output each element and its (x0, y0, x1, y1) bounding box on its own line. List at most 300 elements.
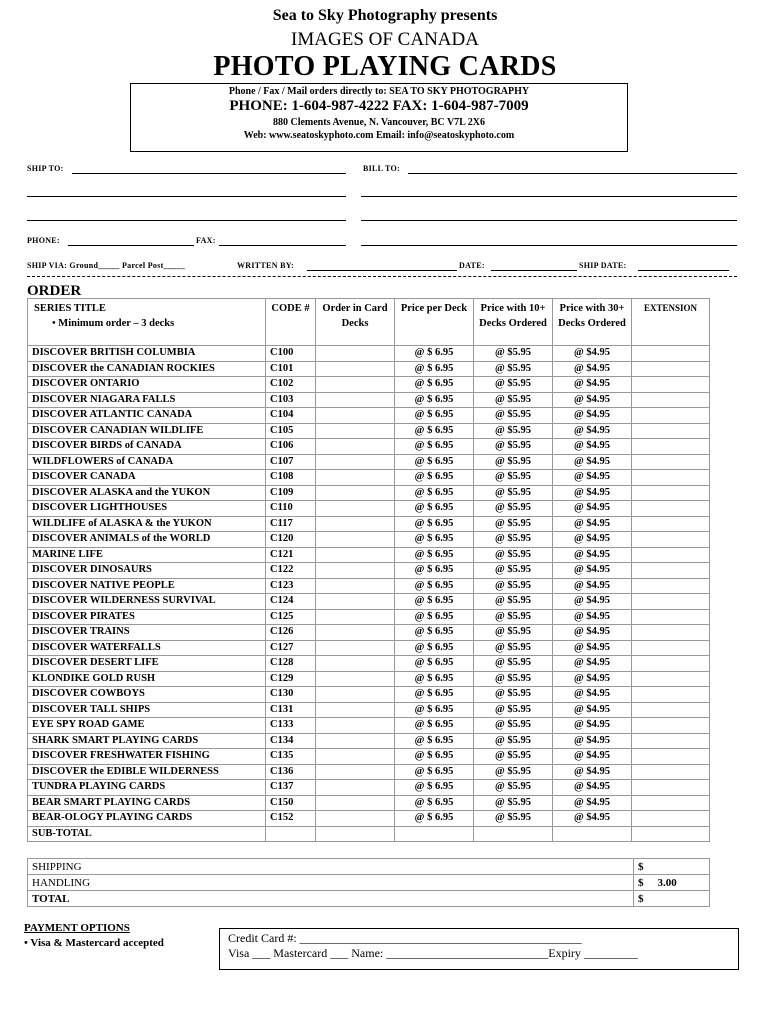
subtitle: IMAGES OF CANADA (291, 29, 479, 50)
row-price10: @ $5.95 (474, 439, 553, 455)
row-order-input[interactable] (316, 656, 395, 672)
row-price10: @ $5.95 (474, 733, 553, 749)
table-row (28, 423, 710, 439)
row-code: C123 (266, 578, 316, 594)
row-order-input[interactable] (316, 780, 395, 796)
table-row (28, 439, 710, 455)
row-order-input[interactable] (316, 702, 395, 718)
row-extension[interactable] (632, 671, 710, 687)
row-price: @ $ 6.95 (395, 516, 474, 532)
row-title: DISCOVER BRITISH COLUMBIA (28, 346, 266, 362)
table-row (28, 454, 710, 470)
price-header: Price per Deck (395, 299, 474, 346)
row-price10: @ $5.95 (474, 609, 553, 625)
table-row (28, 547, 710, 563)
row-price: @ $ 6.95 (395, 780, 474, 796)
row-extension[interactable] (632, 594, 710, 610)
subtotal-extension-cell[interactable] (632, 826, 710, 842)
row-title: DISCOVER LIGHTHOUSES (28, 501, 266, 517)
row-order-input[interactable] (316, 532, 395, 548)
row-price10: @ $5.95 (474, 392, 553, 408)
row-extension[interactable] (632, 625, 710, 641)
table-row (28, 361, 710, 377)
row-extension[interactable] (632, 470, 710, 486)
row-title: DISCOVER TRAINS (28, 625, 266, 641)
row-price: @ $ 6.95 (395, 718, 474, 734)
row-price10: @ $5.95 (474, 640, 553, 656)
header-row (28, 299, 710, 346)
phone-fax: PHONE: 1-604-987-4222 FAX: 1-604-987-7009 (229, 98, 529, 114)
row-order-input[interactable] (316, 671, 395, 687)
row-price30: @ $4.95 (553, 609, 632, 625)
row-price: @ $ 6.95 (395, 749, 474, 765)
row-title: DISCOVER CANADIAN WILDLIFE (28, 423, 266, 439)
row-price10: @ $5.95 (474, 361, 553, 377)
handling-label: HANDLING (28, 875, 634, 891)
row-title: DISCOVER ANIMALS of the WORLD (28, 532, 266, 548)
total-value[interactable] (634, 891, 710, 907)
row-price10: @ $5.95 (474, 454, 553, 470)
row-title: DISCOVER the CANADIAN ROCKIES (28, 361, 266, 377)
payment-option-visa-mastercard: • Visa & Mastercard accepted (24, 937, 164, 949)
row-price: @ $ 6.95 (395, 656, 474, 672)
row-order-input[interactable] (316, 749, 395, 765)
row-price10: @ $5.95 (474, 749, 553, 765)
row-price30: @ $4.95 (553, 733, 632, 749)
table-row (28, 578, 710, 594)
row-price10: @ $5.95 (474, 795, 553, 811)
row-extension[interactable] (632, 702, 710, 718)
row-price: @ $ 6.95 (395, 625, 474, 641)
row-price10: @ $5.95 (474, 532, 553, 548)
row-price30: @ $4.95 (553, 454, 632, 470)
table-row (28, 795, 710, 811)
handling-amount: 3.00 (657, 876, 677, 889)
row-title: DISCOVER the EDIBLE WILDERNESS (28, 764, 266, 780)
row-title: TUNDRA PLAYING CARDS (28, 780, 266, 796)
row-order-input[interactable] (316, 501, 395, 517)
presenter-line: Sea to Sky Photography presents (272, 7, 498, 24)
row-order-input[interactable] (316, 547, 395, 563)
row-code: C117 (266, 516, 316, 532)
row-title: DISCOVER FRESHWATER FISHING (28, 749, 266, 765)
row-order-input[interactable] (316, 470, 395, 486)
table-row (28, 470, 710, 486)
table-row (28, 671, 710, 687)
row-order-input[interactable] (316, 733, 395, 749)
row-price30: @ $4.95 (553, 811, 632, 827)
written-by-label: WRITTEN BY: (237, 261, 295, 270)
row-code: C103 (266, 392, 316, 408)
row-price: @ $ 6.95 (395, 795, 474, 811)
row-price10: @ $5.95 (474, 563, 553, 579)
row-title: DISCOVER WATERFALLS (28, 640, 266, 656)
row-extension[interactable] (632, 687, 710, 703)
row-extension[interactable] (632, 547, 710, 563)
row-code: C107 (266, 454, 316, 470)
row-code: C105 (266, 423, 316, 439)
series-header (28, 299, 266, 346)
row-price: @ $ 6.95 (395, 532, 474, 548)
row-price10: @ $5.95 (474, 501, 553, 517)
date-label: DATE: (459, 261, 485, 270)
row-extension[interactable] (632, 733, 710, 749)
row-extension[interactable] (632, 408, 710, 424)
row-code: C133 (266, 718, 316, 734)
row-order-input[interactable] (316, 361, 395, 377)
row-price30: @ $4.95 (553, 392, 632, 408)
bill-to-line-3[interactable] (361, 220, 737, 221)
extension-header: EXTENSION (632, 299, 710, 346)
row-title: DISCOVER DESERT LIFE (28, 656, 266, 672)
row-extension[interactable] (632, 439, 710, 455)
handling-currency: $ (638, 876, 644, 889)
row-title: DISCOVER WILDERNESS SURVIVAL (28, 594, 266, 610)
row-price10: @ $5.95 (474, 764, 553, 780)
subtotal-order-cell[interactable] (316, 826, 395, 842)
row-price30: @ $4.95 (553, 749, 632, 765)
row-code: C120 (266, 532, 316, 548)
row-extension[interactable] (632, 718, 710, 734)
table-row (28, 811, 710, 827)
row-price: @ $ 6.95 (395, 454, 474, 470)
table-row (28, 532, 710, 548)
shipping-currency: $ (638, 860, 644, 873)
row-code: C102 (266, 377, 316, 393)
subtotal-row (28, 826, 710, 842)
row-order-input[interactable] (316, 764, 395, 780)
row-price30: @ $4.95 (553, 547, 632, 563)
phone-field[interactable] (68, 245, 194, 246)
bill-to-label: BILL TO: (363, 164, 401, 173)
row-price10: @ $5.95 (474, 408, 553, 424)
row-price: @ $ 6.95 (395, 408, 474, 424)
row-title: DISCOVER NIAGARA FALLS (28, 392, 266, 408)
order-table (27, 298, 710, 842)
phone-label: PHONE: (27, 236, 60, 245)
row-price30: @ $4.95 (553, 346, 632, 362)
row-code: C127 (266, 640, 316, 656)
row-code: C150 (266, 795, 316, 811)
row-order-input[interactable] (316, 718, 395, 734)
table-row (28, 563, 710, 579)
row-order-input[interactable] (316, 392, 395, 408)
row-price: @ $ 6.95 (395, 578, 474, 594)
row-price: @ $ 6.95 (395, 377, 474, 393)
row-price: @ $ 6.95 (395, 563, 474, 579)
ship-date-field[interactable] (638, 270, 729, 271)
payment-options-title: PAYMENT OPTIONS (24, 922, 130, 934)
divider (27, 276, 737, 277)
row-price30: @ $4.95 (553, 439, 632, 455)
row-order-input[interactable] (316, 563, 395, 579)
row-price30: @ $4.95 (553, 795, 632, 811)
row-code: C130 (266, 687, 316, 703)
row-title: MARINE LIFE (28, 547, 266, 563)
ship-via[interactable]: SHIP VIA: Ground_____ Parcel Post_____ (27, 261, 186, 270)
row-extension[interactable] (632, 361, 710, 377)
row-order-input[interactable] (316, 594, 395, 610)
bill-to-line-2[interactable] (361, 196, 737, 197)
row-price: @ $ 6.95 (395, 470, 474, 486)
row-order-input[interactable] (316, 408, 395, 424)
table-row (28, 764, 710, 780)
table-row (28, 485, 710, 501)
row-price30: @ $4.95 (553, 640, 632, 656)
row-code: C101 (266, 361, 316, 377)
row-price30: @ $4.95 (553, 702, 632, 718)
bill-to-line-4[interactable] (361, 245, 737, 246)
row-code: C152 (266, 811, 316, 827)
row-price: @ $ 6.95 (395, 764, 474, 780)
series-title-header: SERIES TITLE (34, 303, 106, 314)
total-currency: $ (638, 892, 644, 905)
table-row (28, 640, 710, 656)
row-price10: @ $5.95 (474, 516, 553, 532)
row-extension[interactable] (632, 423, 710, 439)
row-price: @ $ 6.95 (395, 346, 474, 362)
table-row (28, 516, 710, 532)
fax-field[interactable] (219, 245, 346, 246)
row-extension[interactable] (632, 640, 710, 656)
row-extension[interactable] (632, 454, 710, 470)
row-price: @ $ 6.95 (395, 501, 474, 517)
row-title: DISCOVER TALL SHIPS (28, 702, 266, 718)
row-price10: @ $5.95 (474, 656, 553, 672)
row-title: DISCOVER ONTARIO (28, 377, 266, 393)
row-title: DISCOVER DINOSAURS (28, 563, 266, 579)
total-label: TOTAL (28, 891, 634, 907)
row-price10: @ $5.95 (474, 547, 553, 563)
row-code: C104 (266, 408, 316, 424)
row-price10: @ $5.95 (474, 346, 553, 362)
row-price10: @ $5.95 (474, 625, 553, 641)
fax-label: FAX: (196, 236, 216, 245)
row-price: @ $ 6.95 (395, 423, 474, 439)
row-price30: @ $4.95 (553, 563, 632, 579)
row-extension[interactable] (632, 485, 710, 501)
row-order-input[interactable] (316, 811, 395, 827)
table-row (28, 346, 710, 362)
table-row (28, 625, 710, 641)
row-order-input[interactable] (316, 687, 395, 703)
row-price10: @ $5.95 (474, 594, 553, 610)
row-price10: @ $5.95 (474, 702, 553, 718)
row-price30: @ $4.95 (553, 377, 632, 393)
bill-to-field[interactable] (408, 173, 737, 174)
row-order-input[interactable] (316, 795, 395, 811)
credit-card-number-field[interactable]: Credit Card #: _______________________________________________ (228, 931, 582, 945)
row-order-input[interactable] (316, 609, 395, 625)
row-code: C137 (266, 780, 316, 796)
date-field[interactable] (491, 270, 577, 271)
table-row (28, 609, 710, 625)
row-price: @ $ 6.95 (395, 361, 474, 377)
row-title: DISCOVER BIRDS of CANADA (28, 439, 266, 455)
row-code: C126 (266, 625, 316, 641)
row-extension[interactable] (632, 346, 710, 362)
subtotal-label: SUB-TOTAL (28, 826, 266, 842)
row-price10: @ $5.95 (474, 780, 553, 796)
row-extension[interactable] (632, 795, 710, 811)
row-price: @ $ 6.95 (395, 811, 474, 827)
table-row (28, 594, 710, 610)
row-order-input[interactable] (316, 640, 395, 656)
row-code: C134 (266, 733, 316, 749)
row-price30: @ $4.95 (553, 625, 632, 641)
row-price10: @ $5.95 (474, 578, 553, 594)
row-price10: @ $5.95 (474, 470, 553, 486)
ship-to-line-2[interactable] (27, 196, 346, 197)
row-extension[interactable] (632, 811, 710, 827)
shipping-row (28, 859, 710, 875)
row-price10: @ $5.95 (474, 485, 553, 501)
row-code: C124 (266, 594, 316, 610)
row-title: BEAR SMART PLAYING CARDS (28, 795, 266, 811)
row-price30: @ $4.95 (553, 780, 632, 796)
ship-to-line-3[interactable] (27, 220, 346, 221)
row-extension[interactable] (632, 609, 710, 625)
table-row (28, 733, 710, 749)
row-code: C125 (266, 609, 316, 625)
row-price: @ $ 6.95 (395, 687, 474, 703)
row-order-input[interactable] (316, 439, 395, 455)
handling-value (634, 875, 710, 891)
handling-row (28, 875, 710, 891)
row-price30: @ $4.95 (553, 470, 632, 486)
card-name-expiry-field[interactable]: Visa ___ Mastercard ___ Name: ___________________________Expiry _________ (228, 946, 638, 960)
shipping-value[interactable] (634, 859, 710, 875)
row-code: C122 (266, 563, 316, 579)
row-code: C110 (266, 501, 316, 517)
row-code: C121 (266, 547, 316, 563)
row-title: DISCOVER NATIVE PEOPLE (28, 578, 266, 594)
row-title: DISCOVER CANADA (28, 470, 266, 486)
order-header: Order in Card Decks (316, 299, 395, 346)
row-price30: @ $4.95 (553, 423, 632, 439)
row-price30: @ $4.95 (553, 516, 632, 532)
row-price: @ $ 6.95 (395, 733, 474, 749)
total-row (28, 891, 710, 907)
row-title: WILDFLOWERS of CANADA (28, 454, 266, 470)
table-row (28, 501, 710, 517)
row-code: C135 (266, 749, 316, 765)
row-order-input[interactable] (316, 346, 395, 362)
row-price: @ $ 6.95 (395, 547, 474, 563)
row-extension[interactable] (632, 563, 710, 579)
ship-to-label: SHIP TO: (27, 164, 64, 173)
row-title: KLONDIKE GOLD RUSH (28, 671, 266, 687)
written-by-field[interactable] (307, 270, 457, 271)
row-price: @ $ 6.95 (395, 392, 474, 408)
row-title: BEAR-OLOGY PLAYING CARDS (28, 811, 266, 827)
row-price: @ $ 6.95 (395, 439, 474, 455)
row-price30: @ $4.95 (553, 687, 632, 703)
row-code: C131 (266, 702, 316, 718)
row-price10: @ $5.95 (474, 423, 553, 439)
row-price30: @ $4.95 (553, 501, 632, 517)
row-extension[interactable] (632, 780, 710, 796)
ship-to-field[interactable] (72, 173, 346, 174)
row-price10: @ $5.95 (474, 718, 553, 734)
row-code: C136 (266, 764, 316, 780)
row-price30: @ $4.95 (553, 408, 632, 424)
table-row (28, 780, 710, 796)
row-order-input[interactable] (316, 625, 395, 641)
row-title: DISCOVER ALASKA and the YUKON (28, 485, 266, 501)
credit-card-box (219, 928, 739, 970)
row-code: C108 (266, 470, 316, 486)
orders-line: Phone / Fax / Mail orders directly to: SEA TO SKY PHOTOGRAPHY (228, 86, 530, 97)
row-title: WILDLIFE of ALASKA & the YUKON (28, 516, 266, 532)
row-price30: @ $4.95 (553, 594, 632, 610)
row-code: C100 (266, 346, 316, 362)
totals-table (27, 858, 710, 907)
row-order-input[interactable] (316, 516, 395, 532)
row-price: @ $ 6.95 (395, 671, 474, 687)
row-price: @ $ 6.95 (395, 702, 474, 718)
row-code: C106 (266, 439, 316, 455)
row-extension[interactable] (632, 392, 710, 408)
row-extension[interactable] (632, 764, 710, 780)
row-price: @ $ 6.95 (395, 485, 474, 501)
row-code: C129 (266, 671, 316, 687)
row-code: C128 (266, 656, 316, 672)
table-row (28, 687, 710, 703)
row-title: DISCOVER ATLANTIC CANADA (28, 408, 266, 424)
row-extension[interactable] (632, 377, 710, 393)
row-extension[interactable] (632, 516, 710, 532)
web-email: Web: www.seatoskyphoto.com Email: info@seatoskyphoto.com (243, 130, 515, 141)
row-price: @ $ 6.95 (395, 594, 474, 610)
price10-header: Price with 10+ Decks Ordered (474, 299, 553, 346)
row-order-input[interactable] (316, 578, 395, 594)
row-price30: @ $4.95 (553, 578, 632, 594)
row-extension[interactable] (632, 532, 710, 548)
row-price10: @ $5.95 (474, 671, 553, 687)
page-title: PHOTO PLAYING CARDS (213, 51, 557, 82)
table-row (28, 377, 710, 393)
row-extension[interactable] (632, 656, 710, 672)
row-price30: @ $4.95 (553, 656, 632, 672)
table-row (28, 718, 710, 734)
row-price: @ $ 6.95 (395, 609, 474, 625)
row-extension[interactable] (632, 578, 710, 594)
contact-box (130, 83, 628, 152)
row-price30: @ $4.95 (553, 532, 632, 548)
row-title: DISCOVER PIRATES (28, 609, 266, 625)
row-title: SHARK SMART PLAYING CARDS (28, 733, 266, 749)
row-price10: @ $5.95 (474, 687, 553, 703)
row-price30: @ $4.95 (553, 764, 632, 780)
row-title: DISCOVER COWBOYS (28, 687, 266, 703)
table-row (28, 392, 710, 408)
table-row (28, 702, 710, 718)
table-row (28, 408, 710, 424)
row-order-input[interactable] (316, 377, 395, 393)
row-price10: @ $5.95 (474, 377, 553, 393)
row-order-input[interactable] (316, 485, 395, 501)
row-extension[interactable] (632, 749, 710, 765)
address: 880 Clements Avenue, N. Vancouver, BC V7L 2X6 (272, 117, 486, 128)
minimum-order-note: • Minimum order – 3 decks (52, 318, 175, 329)
row-order-input[interactable] (316, 454, 395, 470)
row-price30: @ $4.95 (553, 671, 632, 687)
row-price30: @ $4.95 (553, 485, 632, 501)
ship-date-label: SHIP DATE: (579, 261, 627, 270)
row-extension[interactable] (632, 501, 710, 517)
row-order-input[interactable] (316, 423, 395, 439)
